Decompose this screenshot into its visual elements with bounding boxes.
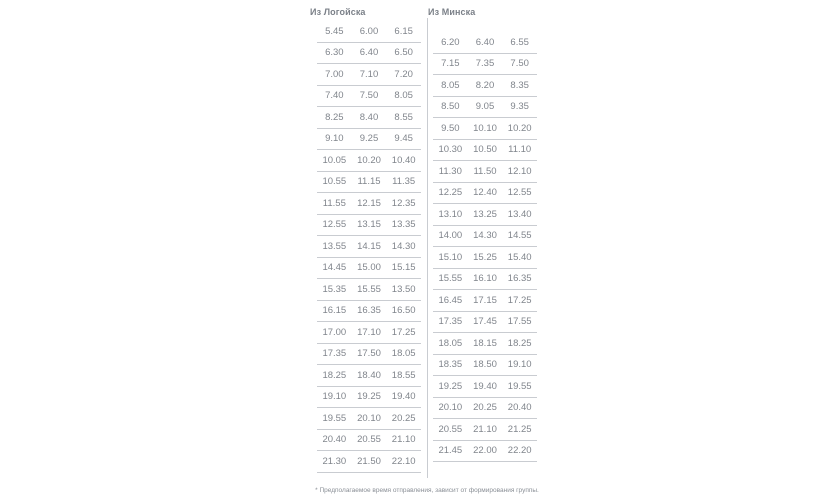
right-section-title: Из Минска — [428, 7, 476, 17]
table-row — [317, 86, 421, 108]
departure-time: 16.15 — [322, 305, 347, 317]
departure-time: 21.30 — [322, 455, 347, 467]
departure-time: 17.15 — [473, 294, 497, 306]
departure-time: 22.10 — [391, 455, 416, 467]
departure-time: 19.40 — [473, 380, 497, 392]
departure-time: 13.15 — [357, 219, 381, 231]
table-row — [317, 408, 421, 430]
table-row — [317, 430, 421, 452]
table-row — [433, 376, 537, 398]
departure-time: 19.25 — [357, 391, 381, 403]
departure-time: 10.10 — [473, 122, 497, 134]
table-row — [317, 387, 421, 409]
departure-time: 10.40 — [391, 154, 416, 166]
departure-time: 13.50 — [391, 283, 416, 295]
departure-time: 9.35 — [510, 101, 529, 113]
table-row — [433, 355, 537, 377]
departure-time: 9.25 — [359, 133, 379, 145]
departure-time: 18.25 — [322, 369, 347, 381]
table-row — [433, 290, 537, 312]
departure-time: 14.00 — [438, 230, 463, 242]
departure-time: 15.40 — [507, 251, 532, 263]
departure-time: 8.05 — [394, 90, 413, 102]
departure-time: 12.10 — [507, 165, 532, 177]
table-row — [433, 269, 537, 291]
column-divider — [427, 18, 428, 478]
departure-time: 19.55 — [322, 412, 347, 424]
table-row — [317, 279, 421, 301]
table-row — [317, 301, 421, 323]
departure-time: 20.10 — [357, 412, 381, 424]
departure-time: 17.55 — [507, 316, 532, 328]
departure-time: 7.15 — [441, 58, 460, 70]
departure-time: 15.35 — [322, 283, 347, 295]
departure-time: 13.55 — [322, 240, 347, 252]
departure-time: 7.20 — [394, 68, 413, 80]
table-row — [317, 21, 421, 43]
departure-time: 7.10 — [359, 68, 379, 80]
departure-time: 9.05 — [475, 101, 495, 113]
table-row — [317, 322, 421, 344]
departure-time: 8.05 — [441, 79, 460, 91]
departure-time: 20.55 — [357, 434, 381, 446]
departure-time: 18.25 — [507, 337, 532, 349]
table-row — [433, 118, 537, 140]
departure-time: 19.40 — [391, 391, 416, 403]
departure-time: 10.20 — [507, 122, 532, 134]
departure-time: 14.15 — [357, 240, 381, 252]
departure-time: 8.25 — [325, 111, 344, 123]
departure-time: 6.30 — [325, 47, 344, 59]
departure-time: 21.10 — [391, 434, 416, 446]
departure-time: 15.55 — [357, 283, 381, 295]
departure-time: 15.15 — [391, 262, 416, 274]
departure-time: 16.35 — [507, 273, 532, 285]
departure-time: 12.35 — [391, 197, 416, 209]
departure-time: 18.15 — [473, 337, 497, 349]
departure-time: 13.35 — [391, 219, 416, 231]
departure-time: 13.25 — [473, 208, 497, 220]
departure-time: 22.20 — [507, 445, 532, 457]
departure-time: 19.55 — [507, 380, 532, 392]
departure-time: 14.45 — [322, 262, 347, 274]
table-row — [433, 398, 537, 420]
departure-time: 8.20 — [475, 79, 495, 91]
departure-time: 12.40 — [473, 187, 497, 199]
table-row — [317, 64, 421, 86]
table-row — [433, 161, 537, 183]
table-row — [433, 333, 537, 355]
departure-time: 18.50 — [473, 359, 497, 371]
departure-time: 5.45 — [325, 25, 344, 37]
departure-time: 18.05 — [438, 337, 463, 349]
table-row — [433, 140, 537, 162]
table-row — [317, 43, 421, 65]
table-row — [317, 129, 421, 151]
table-row — [317, 451, 421, 473]
departure-time: 7.50 — [359, 90, 379, 102]
departure-time: 20.40 — [507, 402, 532, 414]
table-row — [317, 365, 421, 387]
departure-time: 17.00 — [322, 326, 347, 338]
departure-time: 9.45 — [394, 133, 413, 145]
table-row — [433, 226, 537, 248]
schedule-table-from-minsk — [433, 32, 537, 462]
schedule-table-from-logoysk — [317, 21, 421, 473]
departure-time: 12.55 — [507, 187, 532, 199]
departure-time: 8.40 — [359, 111, 379, 123]
departure-time: 9.10 — [325, 133, 344, 145]
table-row — [433, 441, 537, 463]
departure-time: 14.30 — [391, 240, 416, 252]
departure-time: 11.35 — [392, 176, 416, 188]
departure-time: 18.40 — [357, 369, 381, 381]
departure-time: 21.45 — [438, 445, 463, 457]
departure-time: 6.40 — [475, 36, 495, 48]
departure-time: 17.50 — [357, 348, 381, 360]
departure-time: 7.50 — [510, 58, 529, 70]
departure-time: 12.25 — [438, 187, 463, 199]
table-row — [433, 419, 537, 441]
departure-time: 15.10 — [438, 251, 463, 263]
departure-time: 10.05 — [322, 154, 347, 166]
departure-time: 7.35 — [475, 58, 495, 70]
table-row — [433, 312, 537, 334]
departure-time: 19.25 — [438, 380, 463, 392]
table-row — [317, 344, 421, 366]
left-section-title: Из Логойска — [310, 7, 366, 17]
table-row — [317, 215, 421, 237]
table-row — [433, 97, 537, 119]
departure-time: 11.15 — [357, 176, 381, 188]
table-row — [433, 75, 537, 97]
departure-time: 14.30 — [473, 230, 497, 242]
departure-time: 20.10 — [438, 402, 463, 414]
departure-time: 13.10 — [438, 208, 463, 220]
table-row — [317, 107, 421, 129]
table-row — [433, 54, 537, 76]
departure-time: 21.25 — [507, 423, 532, 435]
table-row — [317, 258, 421, 280]
departure-time: 8.50 — [441, 101, 460, 113]
departure-time: 21.50 — [357, 455, 381, 467]
departure-time: 7.00 — [325, 68, 344, 80]
departure-time: 19.10 — [322, 391, 347, 403]
table-row — [317, 193, 421, 215]
departure-time: 20.40 — [322, 434, 347, 446]
departure-time: 15.55 — [438, 273, 463, 285]
departure-time: 11.55 — [322, 197, 346, 209]
departure-time: 10.20 — [357, 154, 381, 166]
table-row — [317, 172, 421, 194]
table-row — [317, 150, 421, 172]
departure-time: 10.50 — [473, 144, 497, 156]
departure-time: 20.25 — [473, 402, 497, 414]
departure-time: 10.30 — [438, 144, 463, 156]
table-row — [433, 204, 537, 226]
departure-time: 21.10 — [473, 423, 497, 435]
departure-time: 15.00 — [357, 262, 381, 274]
departure-time: 8.35 — [510, 79, 529, 91]
departure-time: 18.35 — [438, 359, 463, 371]
departure-time: 11.10 — [508, 144, 532, 156]
departure-time: 9.50 — [441, 122, 460, 134]
departure-time: 6.15 — [394, 25, 413, 37]
departure-time: 11.30 — [438, 165, 462, 177]
departure-time: 6.00 — [359, 25, 379, 37]
departure-time: 6.50 — [394, 47, 413, 59]
departure-time: 19.10 — [507, 359, 532, 371]
departure-time: 11.50 — [473, 165, 497, 177]
departure-time: 6.55 — [510, 36, 529, 48]
table-row — [433, 183, 537, 205]
departure-time: 16.45 — [438, 294, 463, 306]
departure-time: 6.20 — [441, 36, 460, 48]
departure-time: 17.25 — [507, 294, 532, 306]
departure-time: 14.55 — [507, 230, 532, 242]
departure-time: 16.10 — [473, 273, 497, 285]
departure-time: 18.05 — [391, 348, 416, 360]
departure-time: 17.35 — [438, 316, 463, 328]
departure-time: 17.35 — [322, 348, 347, 360]
table-row — [317, 236, 421, 258]
departure-time: 17.45 — [473, 316, 497, 328]
departure-time: 13.40 — [507, 208, 532, 220]
departure-time: 12.55 — [322, 219, 347, 231]
departure-time: 22.00 — [473, 445, 497, 457]
departure-time: 6.40 — [359, 47, 379, 59]
departure-time: 15.25 — [473, 251, 497, 263]
departure-time: 8.55 — [394, 111, 413, 123]
table-row — [433, 32, 537, 54]
departure-time: 7.40 — [325, 90, 344, 102]
departure-time: 12.15 — [357, 197, 381, 209]
departure-time: 17.10 — [357, 326, 381, 338]
departure-time: 16.35 — [357, 305, 381, 317]
table-row — [433, 247, 537, 269]
departure-time: 17.25 — [391, 326, 416, 338]
departure-time: 20.25 — [391, 412, 416, 424]
departure-time: 18.55 — [391, 369, 416, 381]
departure-time: 10.55 — [322, 176, 347, 188]
departure-time: 20.55 — [438, 423, 463, 435]
footnote: * Предполагаемое время отправления, зависит от формирования группы. — [315, 487, 539, 494]
departure-time: 16.50 — [391, 305, 416, 317]
